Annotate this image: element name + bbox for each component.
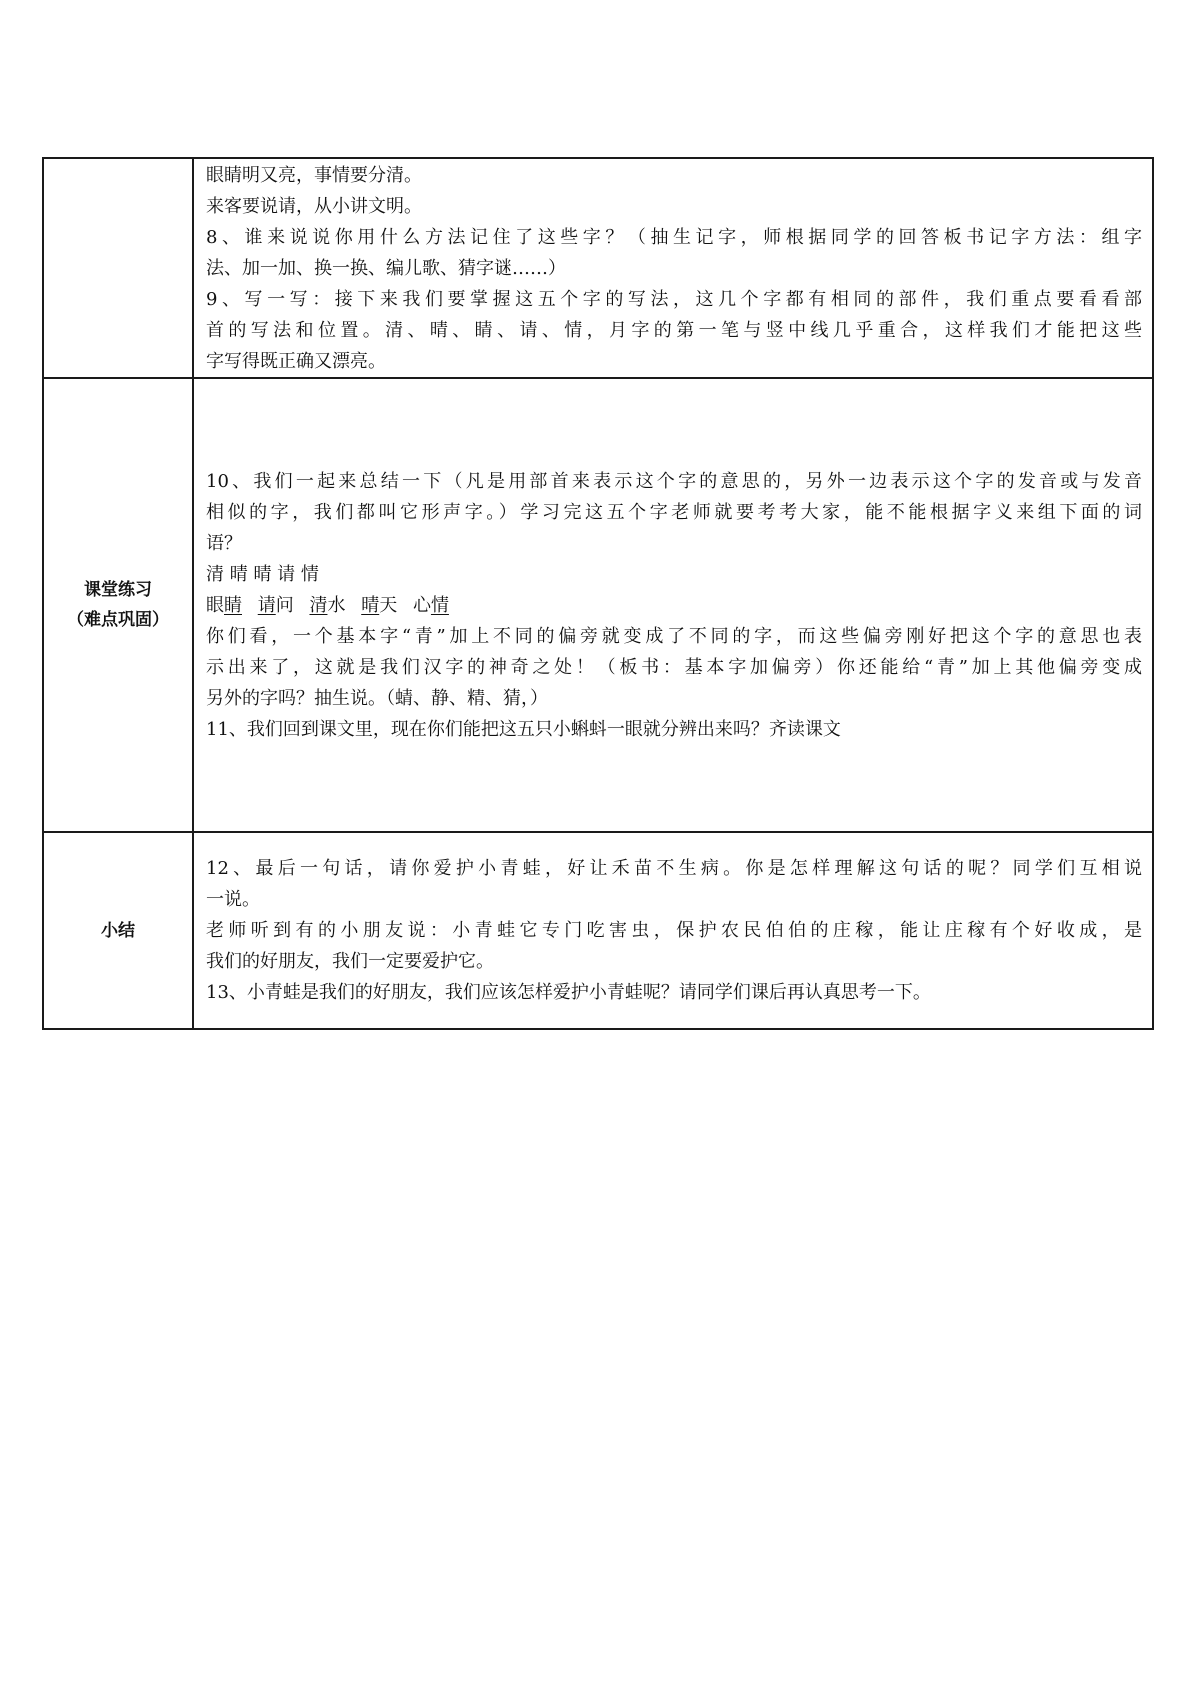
text-line: 语？ bbox=[206, 532, 242, 554]
text-line: 8、谁来说说你用什么方法记住了这些字？（抽生记字，师根据同学的回答板书记字方法：组字 bbox=[206, 227, 1142, 248]
table-row bbox=[43, 378, 1153, 832]
row-content-cell bbox=[193, 832, 1153, 1029]
text-line: 相似的字，我们都叫它形声字。）学习完这五个字老师就要考考大家，能不能根据字义来组下面的词 bbox=[206, 501, 1142, 523]
text-line: 我们的好朋友，我们一定要爱护它。 bbox=[206, 951, 494, 972]
text-line: 清 晴 晴 请 情 bbox=[206, 563, 319, 585]
underlined-char: 睛 bbox=[224, 594, 242, 616]
word-item: 请问 bbox=[257, 594, 294, 616]
text-line: 法、加一加、换一换、编儿歌、猜字谜……） bbox=[206, 258, 566, 279]
text-line: 字写得既正确又漂亮。 bbox=[206, 351, 386, 372]
section-label: 小结 bbox=[101, 920, 135, 941]
text-line: 你们看，一个基本字“青”加上不同的偏旁就变成了不同的字，而这些偏旁刚好把这个字的意思也表 bbox=[206, 625, 1142, 647]
text-line: 11、我们回到课文里，现在你们能把这五只小蝌蚪一眼就分辨出来吗？齐读课文 bbox=[206, 718, 841, 740]
text-line: 另外的字吗？抽生说。（蜻、静、精、猜，） bbox=[206, 687, 548, 709]
word-item: 清水 bbox=[309, 594, 346, 616]
text-line: 示出来了，这就是我们汉字的神奇之处！（板书：基本字加偏旁）你还能给“青”加上其他偏旁变成 bbox=[206, 656, 1142, 678]
section-label: 课堂练习 bbox=[84, 580, 152, 600]
table-row bbox=[43, 832, 1153, 1029]
text-line: 12、最后一句话，请你爱护小青蛙，好让禾苗不生病。你是怎样理解这句话的呢？同学们互相说 bbox=[206, 858, 1142, 879]
word-item: 晴天 bbox=[361, 594, 398, 616]
text-line: 9、写一写：接下来我们要掌握这五个字的写法，这几个字都有相同的部件，我们重点要看看部 bbox=[206, 289, 1142, 310]
word-item: 眼睛 bbox=[206, 594, 242, 616]
underlined-char: 清 bbox=[309, 594, 328, 616]
section-sublabel: （难点巩固） bbox=[67, 610, 169, 630]
text-line: 首的写法和位置。清、晴、睛、请、情，月字的第一笔与竖中线几乎重合，这样我们才能把这些 bbox=[206, 320, 1142, 341]
text-line: 10、我们一起来总结一下（凡是用部首来表示这个字的意思的，另外一边表示这个字的发音或与发音 bbox=[206, 470, 1142, 492]
row-content-cell bbox=[193, 378, 1153, 832]
text-line: 老师听到有的小朋友说：小青蛙它专门吃害虫，保护农民伯伯的庄稼，能让庄稼有个好收成，是 bbox=[206, 920, 1142, 941]
row-content-cell bbox=[193, 158, 1153, 378]
underlined-char: 晴 bbox=[361, 594, 380, 616]
row-label-cell bbox=[43, 832, 193, 1029]
text-line: 一说。 bbox=[206, 889, 260, 910]
row-label-cell bbox=[43, 158, 193, 378]
row-label-cell bbox=[43, 378, 193, 832]
table-row bbox=[43, 158, 1153, 378]
lesson-plan-table bbox=[42, 157, 1154, 1030]
text-line: 眼睛明又亮，事情要分清。 bbox=[206, 165, 422, 186]
text-line: 13、小青蛙是我们的好朋友，我们应该怎样爱护小青蛙呢？请同学们课后再认真思考一下。 bbox=[206, 982, 931, 1003]
underlined-char: 情 bbox=[430, 594, 449, 616]
underlined-char: 请 bbox=[257, 594, 276, 616]
word-exercise-line bbox=[206, 590, 1142, 621]
word-item: 心情 bbox=[412, 594, 449, 616]
text-line: 来客要说请，从小讲文明。 bbox=[206, 196, 422, 217]
